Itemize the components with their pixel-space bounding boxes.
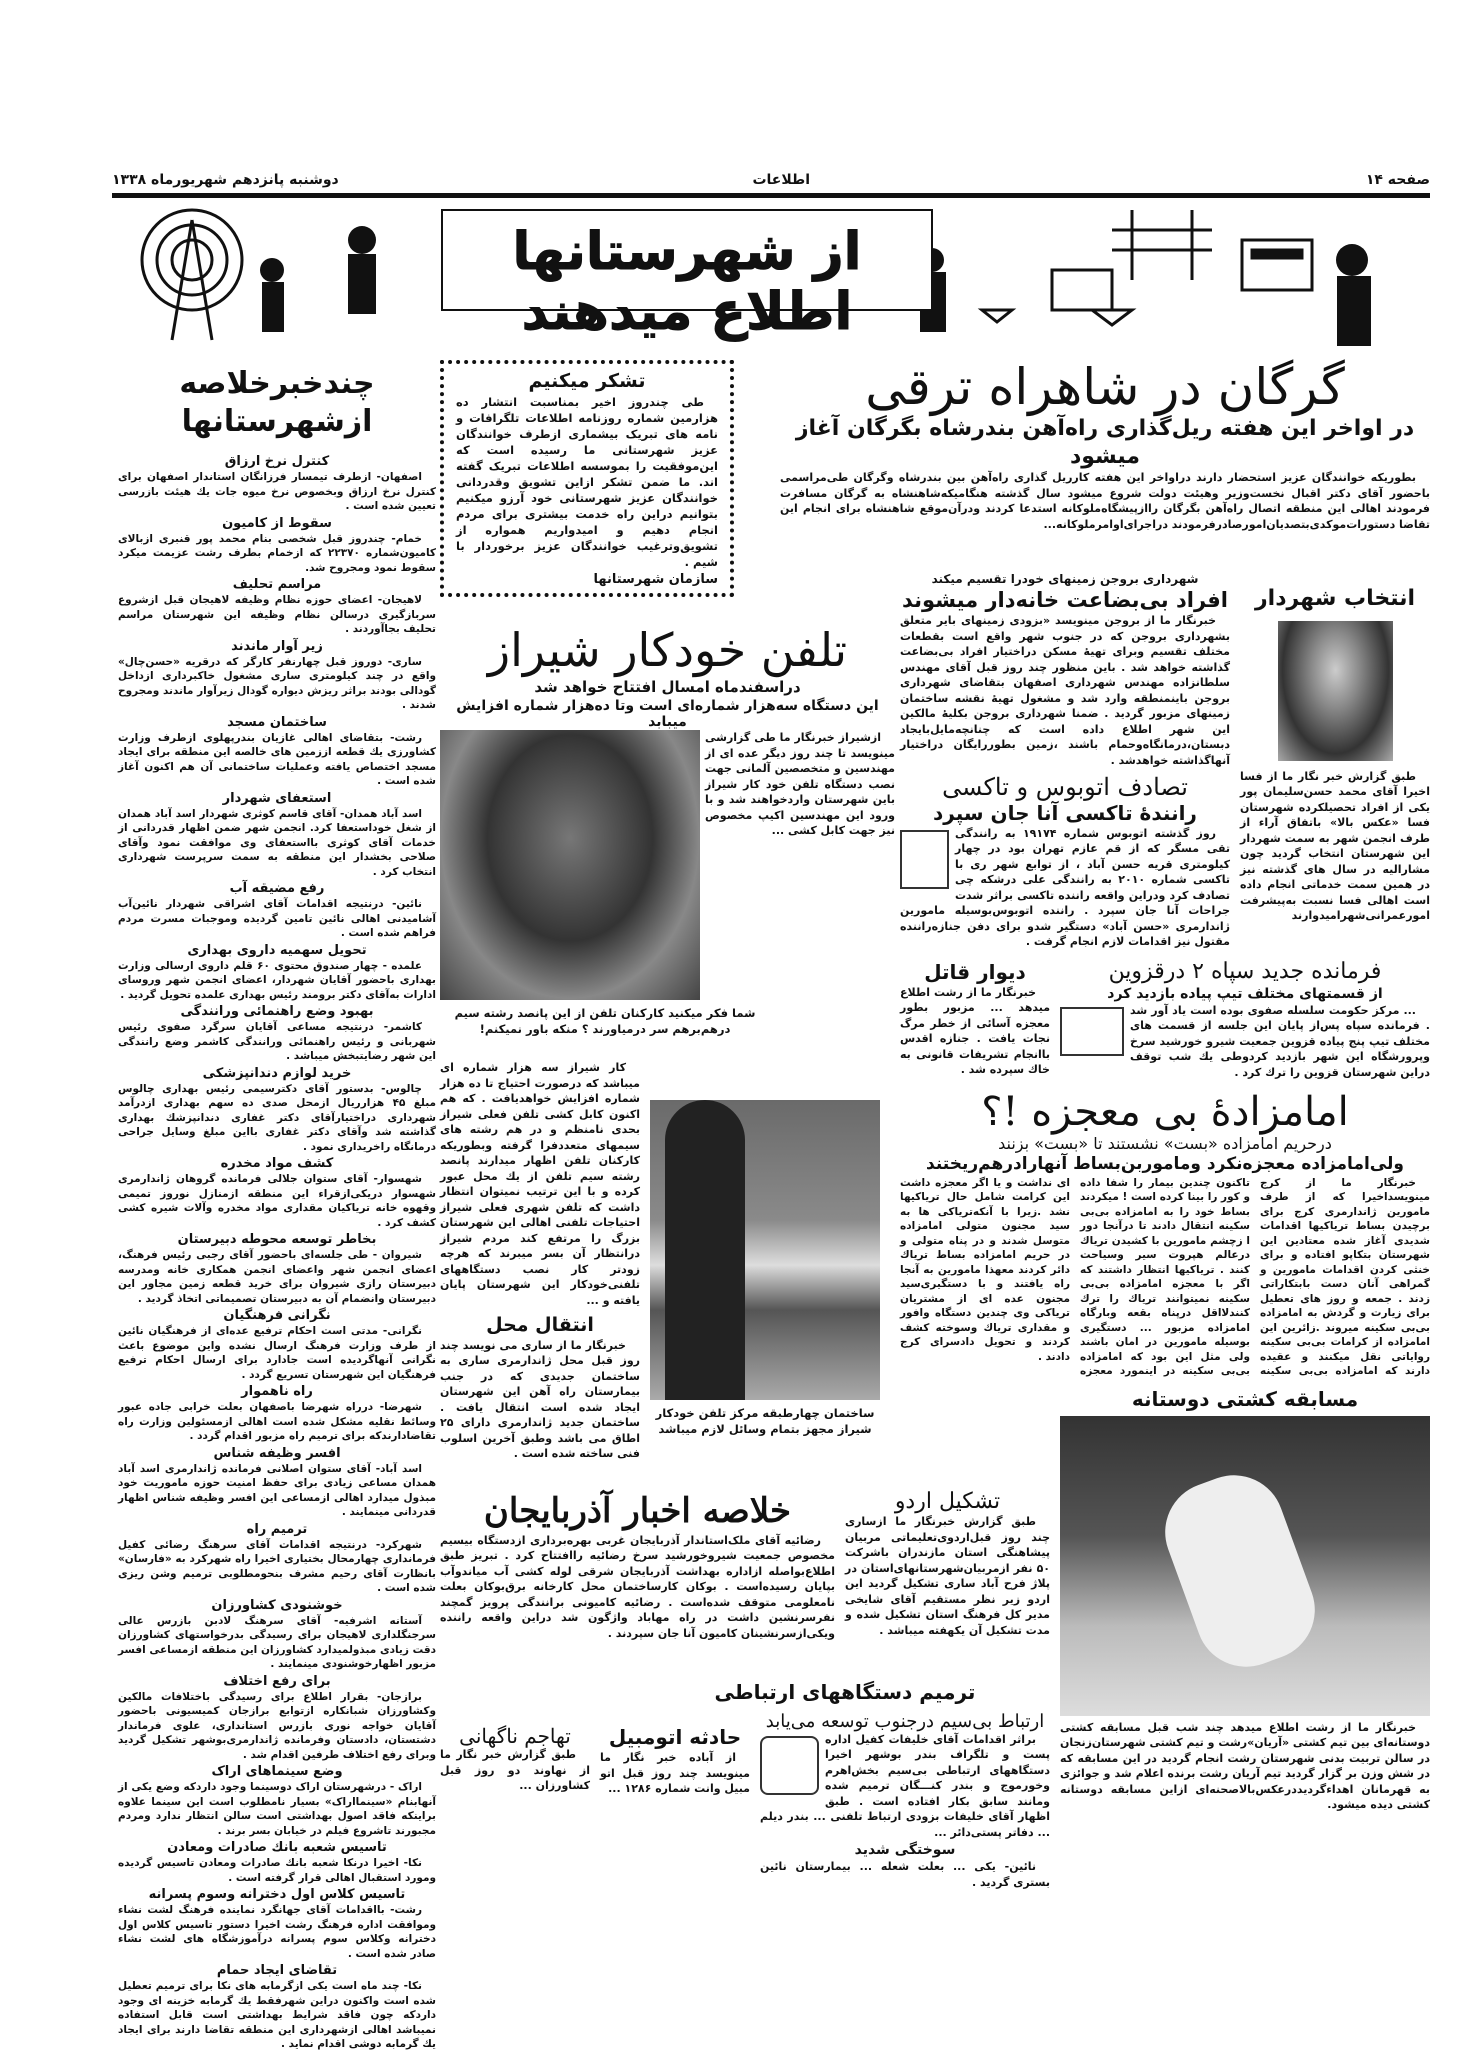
brief-body: اراک - درشهرستان اراک دوسینما وجود داردکه وضع یکی از آنهابنام «سینمااراک» بسیار نامطلوب است این سینما علاوه براینکه فاقد اصول بهداشتی است سالن انتظار ندارد ومردم مجبورند تاشروع فیلم در خیابان بسر برند . (118, 1781, 436, 1837)
article-body: بطوریکه خوانندگان عزیز استحضار دارند دراواخر این هفته کارریل گذاری راه‌آهن بین بندرشاه وگرگان طی‌مراسمی باحضور آقای دکتر اقبال نخست‌وزیر وهیئت دولت شروع میشود سال گذشته هنگامیکه‌شاهنشاه به گرگان مسافرت فرمودند اهالی این منطقه اتصال راه‌آهن بگرگان راازپیشگاه‌ملوکانه استدعا کردند ودرآن‌موقع شاهنشاه برای انجام این تقاضا دستورات‌موکدی‌بتصدیان‌امورصادرفرمودند دراجرای‌اوامرملوکانه... (780, 471, 1430, 531)
box-body: طی چندروز اخیر بمناسبت انتشار ده هزارمین شماره روزنامه اطلاعات تلگرافات و نامه های تبریک بیشماری ازطرف خوانندگان عزیز شهرستانی ما رسیده است که این‌موفقیت را بموسسه اطلاعات تبریک گفته اند. ما ضمن تشکر ازاین تشویق وقدردانی خوانندگان عزیز شهرستانی خود آرزو میکنیم بتوانیم دراین راه خدمت بیشتری برای مردم انجام دهیم و امیدواریم همواره از تشویق‌وترغیب خوانندگان عزیز برخوردار با شیم . (456, 394, 718, 569)
page-header (112, 172, 1430, 190)
brief-body: علمده - چهار صندوق محتوی ۶۰ قلم داروی ارسالی وزارت بهداری باحضور آقایان شهردار، اعضای انجمن شهر وروسای ادارات به‌آقای دکتر برومند رئیس بهداری علمده تحویل گردید . (118, 959, 436, 1001)
brief-title: خوشنودی کشاورزان (211, 1597, 343, 1613)
subheadline: رانندهٔ تاکسی آنا جان سپرد (933, 800, 1197, 825)
telecom-body-column (760, 1712, 1050, 1892)
article-attack (440, 1725, 590, 1796)
shiraz-body (705, 730, 895, 841)
headline: تلفن خودکار شیراز (487, 623, 848, 677)
brief-title: رفع مضیقه آب (229, 881, 325, 896)
issue-date: دوشنبه پانزدهم شهریورماه ۱۳۳۸ (112, 172, 339, 188)
article-body: طبق گزارش خبرنگار ما ازساری چند روز قبل‌اردوی‌تعلیماتی مربیان پیشاهنگی استان مازندران باشرکت ۵۰ نفر ازمربیان‌شهرستانهای‌استان در پلاژ فرح آباد ساری تشکیل گردید این اردو زیر نظر مستقیم آقای شایخی مدیر کل فرهنگ استان تشکیل شده و مدت تشکیل آن یکهفته میباشد . (845, 1515, 1050, 1637)
article-body: خبرنگار ما از بروجن مینویسد «بزودی زمینهای بایر متعلق بشهرداری بروجن که در جنوب شهر واقع است بقطعات مختلف تقسیم وبرای تهیهٔ مسکن دراختیار افراد بی‌بضاعت گذاشته خواهد شد . باین منظور چند روز قبل آقای مهندس سلطانزاده مهندس شهرداری اصفهان بتقاضای شهرداری بروجن باینمنطقه وارد شد و مشغول تهیهٔ نقشه ساختمان زمینهای مزبور گردید . ضمنا شهرداری بروجن بکلیهٔ مالکین این شهر اطلاع داده است که چنانچه‌مایل‌بایجاد دبستان،درمانگاه‌وحمام باشند ،زمین بطوررایگان دراختیار آنهاگذاشته خواهدشد . (900, 614, 1230, 767)
article-body: از آباده خبر نگار ما مینویسد چند روز قبل اتو مبیل وانت شماره ۱۲۸۶ ... (600, 1751, 750, 1795)
briefs-list (118, 454, 436, 2052)
brief-body: رشت- بااقدامات آقای جهانگرد نماینده فرهنگ لشت نشاء وموافقت اداره فرهنگ رشت اخیرا دستور تاسیس کلاس اول دخترانه وکلاس سوم پسرانه درآموزشگاه های لشت نشاء صادر شده است . (118, 1904, 436, 1960)
brief-title: زیر آوار ماندند (231, 638, 323, 654)
headline: افراد بی‌بضاعت خانه‌دار میشوند (902, 588, 1228, 612)
article-telecom (640, 1680, 1050, 1705)
brief-title: وضع سینماهای اراک (211, 1764, 343, 1779)
article-body: ازشیراز خبرنگار ما طی گزارشی مینویسد تا چند روز دیگر عده ای از مهندسین و متخصصین آلمانی جهت نصب دستگاه تلفن خود کار شیراز باین شهرستان واردخواهند شد و با ورود این مهندسین اکیپ مخصوص نیز جهت کابل کشی ... (705, 731, 895, 837)
headline: تشکیل اردو (894, 1489, 1001, 1514)
column-title: چندخبرخلاصه ازشهرستانها (179, 366, 375, 439)
wires-photo-caption: شما فکر میکنید کارکنان تلفن از این پانصد رشته سیم درهم‌برهم سر درمیاورند ؟ منکه باور نمیکنم! (454, 1006, 756, 1036)
article-shiraz (440, 625, 895, 731)
headline: امامزادهٔ بی معجزه !؟ (981, 1089, 1349, 1136)
headline: خلاصه اخبار آذربایجان (483, 1491, 792, 1531)
article-camp (845, 1490, 1050, 1640)
headline: دیوار قاتل (924, 959, 1026, 984)
article-body: براثر اقدامات آقای خلیفات کفیل اداره پست و تلگراف بندر بوشهر اخیرا دستگاههای ارتباطی بی‌سیم بخش‌اهرم وخورموج و بندر کنـــگان ترمیم شده ومانند سابق بکار افتاده است . طبق اظهار آقای خلیفات بزودی ارتباط تلفنی ... بندر دیلم ... دفاتر پستی‌دائر ... (760, 1732, 1050, 1839)
borujen-accident-column (900, 570, 1230, 952)
kicker: شهرداری بروجن زمینهای خودرا تقسیم میکند (931, 572, 1199, 586)
brief-title: نگرانی فرهنگیان (223, 1308, 331, 1323)
article-azerbaijan (440, 1490, 835, 1643)
brief-body: نکا- چند ماه است یکی ازگرمابه های نکا برای ترمیم تعطیل شده است واکنون دراین شهرفقط یك گرمابه خزینه ای وجود داردکه چون فاقد شرایط بهداشتی است قابل استفاده نمیباشد اهالی ازشهرداری این منطقه تقاضا دارند برای ایجاد یك گرمابه دوشی اقدام نماید . (118, 1980, 436, 2050)
section-banner (112, 200, 1430, 348)
brief-body: اسد آباد همدان- آقای قاسم کوثری شهردار اسد آباد همدان از شغل خوداستعفا کرد. انجمن شهر ضمن اظهار قدردانی از خدمات آقای کوثری بااستعفای وی موافقت نمود وآقای صلاحی بخشدار این منطقه به سمت سرپرست شهرداری انتخاب کرد . (118, 807, 436, 878)
burn-headline: سوختگی شدید (854, 1842, 956, 1859)
brief-body: شهرکرد- درنتیجه اقدامات آقای سرهنگ رضائی کفیل فرمانداری چهارمحال بختیاری اخیرا راه شهرکرد به «فارسان» بانظارت آقای رحیم مشرف بنحومطلوبی ترمیم وشن ریزی شده است . (118, 1538, 436, 1594)
brief-title: کشف مواد مخدره (220, 1156, 334, 1171)
brief-title: بهبود وضع راهنمائی ورانندگی (180, 1004, 374, 1019)
article-shrine (900, 1090, 1430, 1378)
headline: انتقال محل (486, 1314, 594, 1336)
brief-body: چالوس- بدستور آقای دکترسیمی رئیس بهداری چالوس مبلغ ۴۵ هزارریال ازمحل صدی ده سهم بهداری ازدرآمد شهرداری دراختیارآقای دکتر غفاری دندانپزشك بهداری گذاشته شد وآقای دکتر غفاری بااین مبلغ وسایل جراحی درمانگاه راخریداری نمود . (118, 1082, 437, 1153)
wrestling-caption: خبرنگار ما از رشت اطلاع میدهد چند شب قبل مسابقه کشتی دوستانه‌ای بین تیم کشتی «آریان»رشت و تیم کشتی شهرستان‌زنجان در سالن تربیت بدنی شهرستان رشت انجام گردید در این مسابقه که در شش وزن بر گزار گردید تیم آریان رشت برنده اعلام شد و جوائزی به قهرمانان اهداء‌گردید‌درعکس‌بالاصحنه‌ای ازاین مسابقه دوستانه کشتی دیده میشود. (1060, 1720, 1430, 1812)
wires-photo (440, 730, 700, 1000)
right-row-1 (900, 570, 1430, 952)
brief-title: استعفای شهردار (222, 790, 332, 806)
subheadline: دراسفندماه امسال افتتاح خواهد شد (534, 677, 801, 696)
thanks-box (440, 360, 734, 597)
brief-body: نگرانی- مدتی است احکام ترفیع عده‌ای از فرهنگیان نائین از طرف وزارت فرهنگ ارسال نشده واین موضوع باعث نگرانی آنهاگردیده است جادارد برای ارسال احکام ترفیع فرهنگیان این شهرستان تسریع گردد . (118, 1325, 436, 1381)
burn-body: نائین- یکی ... بعلت شعله ... بیمارستان نائین بستری گردید . (760, 1860, 1050, 1889)
article-bus-taxi (900, 774, 1230, 949)
article-car-accident (600, 1725, 750, 1799)
brief-title: مراسم تحلیف (232, 577, 322, 592)
article-body: ... مرکز حکومت سلسله صفوی بوده است یاد آور شد . فرمانده سپاه پس‌از پایان این جلسه از قسمت های مختلف تیپ پنج پیاده قزوین جمعیت شیرو خورشید سرخ وپرورشگاه این شهر بازدید کردوطی یك شب توقف دراین شهرستان قزوین را ترك کرد . (1130, 1003, 1430, 1079)
article-body: رضائیه آقای ملک‌استاندار آذربایجان غربی بهره‌برداری ازدستگاه بیسیم مخصوص جمعیت شیروخورشید سرخ رضائیه راافتتاح کرد . تبریز طبق اطلاع‌بواصله ازاداره بهداشت آذربایجان شرقی لوله کشی آب میاندوآب بپایان رسیده‌است . بوکان کارساختمان محل کارخانه برق‌بوکان بعلت نامعلومی متوقف شده‌است . رضائیه کامیونی برانندگی پرویز گمچند نفرسرنشین داشت در راه مهاباد واژگون شد دراین واقعه راننده ویکی‌ازسرنشینان کامیون آنا جان سپردند . (440, 1533, 835, 1640)
headline: فرمانده جدید سپاه ۲ درقزوین (1108, 958, 1382, 984)
brief-title: تحویل سهمیه داروی بهداری (187, 942, 367, 958)
brief-body: کاشمر- درنتیجه مساعی آقایان سرگرد صفوی رئیس شهربانی و رئیس راهنمائی ورانندگی کاشمر وضع رانندگی این شهر رضایتبخش میباشد . (118, 1021, 436, 1062)
telegraph-icon (760, 1736, 819, 1795)
brief-body: اسد آباد- آقای ستوان اصلانی فرمانده ژاندارمری اسد آباد همدان مساعی زیادی برای حفظ امنیت حوزه ماموریت خود مبذول میدارد اهالی ازمساعی این افسر وظیفه شناس اظهار قدردانی مینمایند . (118, 1462, 436, 1518)
brief-title: بخاطر توسعه محوطه دبیرستان (177, 1232, 377, 1247)
mayor-portrait (1278, 621, 1393, 761)
mosque-icon (900, 830, 949, 889)
brief-title: راه ناهموار (241, 1384, 313, 1399)
article-relocation (440, 1314, 640, 1462)
building-photo-caption: ساختمان چهارطبقه مرکز تلفن خودکار شیراز مجهز بتمام وسائل لازم میباشد (655, 1406, 875, 1436)
brief-title: تقاضای ایجاد حمام (216, 1963, 338, 1978)
headline: تهاجم ناگهانی (459, 1724, 571, 1748)
article-gorgan (780, 360, 1430, 534)
article-body: خبرنگار ما از ساری می نویسد چند روز قبل محل ژاندارمری ساری به ساختمان جدیدی که در جنب بیمارستان راه آهن این شهرستان ایجاد شده است انتقال یافت . ساختمان جدید ژاندارمری دارای ۲۵ اطاق می باشد وطبق آخرین اسلوب فنی ساخته شده است . (440, 1338, 640, 1461)
shrine-body (900, 1176, 1430, 1379)
article-borujen (900, 572, 1230, 768)
brief-body: ساری- دوروز قبل چهارنفر کارگر که درقریه «حسن‌چال» واقع در چند کیلومتری ساری مشغول خاکبرداری ازداخل گودالی بودند براثر ریزش دیواره گودال زیرآوار ماندند ومجروح شدند . (118, 655, 436, 711)
banner-title: از شهرستانها اطلاع میدهند (512, 222, 862, 342)
box-title: تشکر میکنیم (528, 370, 646, 392)
brief-body: برازجان- بقرار اطلاع برای رسیدگی باختلافات مالکین وکشاورزان شبانکاره ازتوابع برازجان کمیسیونی باحضور آقایان خواجه نوری بازرس استانداری، علوی فرماندار دشتستان، دادستان وفرمانده ژاندارمری‌بوشهر تشکیل گردید وبرای رفع اختلاف طرفین اقدام شد . (118, 1690, 436, 1761)
article-qazvin (1060, 960, 1430, 1083)
wrestling-photo (1060, 1416, 1430, 1716)
brief-body: شیروان - طی جلسه‌ای باحضور آقای رجبی رئیس فرهنگ، اعضای انجمن شهر واعضای انجمن همکاری خانه ومدرسه دبیرستان رازی شیروان برای خرید قطعه زمین مجاور این دبیرستان وانضمام آن به دبیرستان تصمیماتی اتخاذ گردید . (118, 1249, 436, 1305)
headline: ترمیم دستگاههای ارتباطی (714, 1680, 976, 1704)
brief-body: نکا- اخیرا درنکا شعبه بانك صادرات ومعادن تاسیس گردیده ومورد استقبال اهالی قرار گرفته است . (118, 1857, 436, 1884)
soldiers-icon (1060, 1007, 1124, 1056)
brief-title: ساختمان مسجد (227, 714, 327, 730)
right-row-2 (900, 960, 1430, 1083)
subheadline: در اواخر این هفته ریل‌گذاری راه‌آهن بندرشاه بگرگان آغاز میشود (795, 416, 1415, 469)
brief-title: افسر وظیفه شناس (213, 1445, 341, 1461)
shiraz-lower-column (440, 1060, 640, 1464)
brief-body: اصفهان- ازطرف تیمسار فرزانگان استاندار اصفهان برای کنترل نرخ ارزاق وبخصوص نرخ میوه جات یك هیئت بازرسی تعیین شده است . (118, 471, 436, 512)
brief-body: شهسوار- آقای ستوان جلالی فرمانده گروهان ژاندارمری شهسوار دریکی‌ازقراء این منطقه ازمنازل نوروز تمیمی وقهوه خانه تریاکیان مقداری مواد مخدره وآلات شیره کشی کشف کرد . (118, 1173, 436, 1229)
page-number: صفحه ۱۴ (1365, 172, 1430, 188)
article-body: خبرنگار ما از رشت اطلاع میدهد ... مزبور بطور معجزه آسائی از خطر مرگ نجات یافت . جنازه اقدس باانجام تشریفات قانونی به خاك سپرده شد . (900, 985, 1050, 1077)
brief-body: نائین- درنتیجه اقدامات آقای اشراقی شهردار نائین‌آب آشامیدنی اهالی نائین تامین گردیده وموجبات مسرت مردم فراهم شده است . (118, 898, 436, 939)
headline: تصادف اتوبوس و تاکسی (942, 773, 1188, 802)
headline: مسابقه کشتی دوستانه (1131, 1386, 1359, 1411)
brief-title: کنترل نرخ ارزاق (224, 454, 330, 469)
article-body: خبرنگار ما از کرج مینویسداخیرا که از طرف مامورین ژاندارمری کرج برای برچیدن بساط تریاکیها اقدامات شدیدی آغاز شده معتادین این شهرستان بتکاپو افتاده و برای خنثی کردن اقدامات مامورین و گمراهی آنان دست بابتکاراتی زدند . جمعه و روز های تعطیل برای زیارت و گردش به امامزاده بی‌بی سکینه میروند .زائرین این امامزاده از کرامات بی‌بی سکینه روایاتی نقل میکنند و عقیده دارند که امامزاده بی‌بی سکینه تاکنون چندین بیمار را شفا داده و کور را بینا کرده است ! میکردند بساط خود را به امامزاده بی‌بی سکینه انتقال دادند تا درآنجا دور ا زچشم مامورین با کشیدن تریاك درعالم هپروت سیر وسیاحت کنند . تریاکیها انتظار داشتند که اگر با معجزه امامزاده بی‌بی سکینه نمیتوانند تریاك را ترك کنندلااقل درپناه بقعه وبارگاه امامزاده مزبور ... دستگیری بوسیله مامورین در امان باشند ولی مثل این بود که امامزاده بی‌بی سکینه در اینمورد معجزه ای نداشت و یا اگر معجزه داشت این کرامت شامل حال تریاکیها نشد .زیرا با آنکه‌تریاکی ها به سید مجنون متولی امامزاده متوسل شدند و در پناه متولی و در حریم امامزاده بساط تریاك دائر کردند معهذا مامورین به آنجا راه یافتند و با دستگیری‌سید مجنون عده ای از مشتریان تریاکی وی چندین دستگاه وافور و مقداری تریاك وسوخته کشف کردند و تحویل دادسرای کرج دادند . (900, 1176, 1430, 1378)
headline: انتخاب شهردار (1254, 586, 1415, 611)
article-mayor (1240, 570, 1430, 926)
subheadline: این دستگاه سه‌هزار شماره‌ای است وتا ده‌هزار شماره افزایش میبابد (456, 697, 879, 730)
article-killer-wall (900, 960, 1050, 1080)
brief-title: تاسیس شعبه بانك صادرات ومعادن (167, 1840, 387, 1855)
subheadline: درحریم امامزاده «بست» نشستند تا «بست» بزنند (998, 1134, 1332, 1154)
article-body: روز گذشته اتوبوس شماره ۱۹۱۷۴ به رانندگی تقی مسگر که از قم عازم تهران بود در چهار کیلومتری قریه حسن آباد ، از توابع شهر ری با تاکسی شماره ۲۰۱۰ به رانندگی علی درشکه چی تصادف کرد ودراین واقعه راننده تاکسی براثر شدت جراحات آنا جان سپرد . راننده اتوبوس‌بوسیله مامورین ژاندارمری «حسن آباد» دستگیر شدو برای دفن جنازه‌راننده مقتول نیز اقدامات لازم انجام گرفت . (900, 826, 1230, 949)
wrestler-figure (1151, 1461, 1329, 1681)
newspaper-name: اطلاعات (752, 172, 810, 188)
article-wrestling (1060, 1387, 1430, 1813)
brief-body: آستانه اشرفیه- آقای سرهنگ لادبن بازرس عالی سرجنگلداری لاهیجان برای رسیدگی بدرخواستهای کشاورزان دقت زیادی مبذولمیدارد کشاورزان این منطقه ازمساعی افسر مزبور اظهارخوشنودی مینمایند . (118, 1614, 436, 1670)
brief-title: خرید لوازم دندانپزشکی (202, 1065, 352, 1081)
building-photo (650, 1100, 880, 1400)
article-body: کار شیراز سه هزار شماره ای میباشد که درصورت احتیاج تا ده هزار شماره افزایش خواهدیافت . که هم اکنون کابل کشی تلفن فعلی شیراز بحدی نامنظم و در هم رشته های سیمهای متعددفرا گرفته وبطوریکه کارکنان تلفن اظهار میدارند پانصد رشته سیم تلفن از یك محل عبور کرده و با این ترتیب نمیتوان انتظار داشت که تلفن شهری فعلی شیراز احتیاجات تلفنی اهالی این شهرستان بزرگ را مرتفع کند مردم شیراز درانتظار آن بسر میبرند که هرچه زودتر کار نصب دستگاههای تلفنی‌خودکار این شهرستان پایان یافته و ... (440, 1061, 640, 1307)
brief-title: تاسیس کلاس اول دخترانه وسوم پسرانه (148, 1887, 406, 1902)
tree-shape (665, 1100, 745, 1400)
brief-title: سقوط از کامیون (222, 515, 332, 531)
subheadline: ولی‌امامزاده معجزه‌نکرد وماموربن‌بساط آنهارادرهم‌ریختند (926, 1154, 1404, 1175)
brief-title: برای رفع اختلاف (223, 1673, 331, 1689)
subheadline: از قسمتهای مختلف تیپ پیاده بازدید کرد (1107, 985, 1383, 1002)
headline: گرگان در شاهراه ترقی (865, 358, 1345, 416)
box-signature: سازمان شهرستانها (593, 571, 718, 587)
brief-body: خمام- چندروز قبل شخصی بنام محمد پور قنبری ازبالای کامیون‌شماره ۲۲۳۷۰ که ازخمام بطرف رشت عزیمت میکرد سقوط نمود ومجروح شد. (118, 532, 436, 574)
article-body: طبق گزارش خبر نگار ما از فسا اخیرا آقای محمد حسن‌سلیمان پور یکی از افراد تحصیلکرده شهرستان فسا «عکس بالا» باتفاق آراء از طرف انجمن شهر به سمت شهردار این شهرستان انتخاب گردید چون مشارالیه در سال های گذشته نیز در همین سمت خدماتی انجام داده است اهالی فسا نسبت به‌پیشرفت امورعمرانی‌شهرامیدوارند (1240, 769, 1430, 922)
brief-body: رشت- بتقاضای اهالی غازیان بندرپهلوی ازطرف وزارت کشاورزی یك قطعه اززمین های خالصه این منطقه برای ایجاد مسجد اختصاص یافته وعملیات ساختمانی آن هم اکنون آغاز شده است . (118, 731, 436, 787)
header-rule (112, 193, 1430, 198)
article-body: طبق گزارش خبر نگار ما از نهاوند دو روز قبل کشاورزان ... (440, 1748, 590, 1792)
subheadline: ارتباط بی‌سیم درجنوب توسعه می‌یابد (765, 1711, 1045, 1732)
briefs-column (118, 365, 436, 2054)
brief-body: شهرضا- درراه شهرضا باصفهان بعلت خرابی جاده عبور وسائط نقلیه مشکل شده است اهالی ازمسئولین وزارت راه تقاضادارندکه برای ترمیم راه مزبور اقدام گردد . (118, 1401, 436, 1442)
brief-body: لاهیجان- اعضای حوزه نظام وظیفه لاهیجان قبل ازشروع سربازگیری درسالن نظام وظیفه این شهرستان مراسم تحلیف بجاآوردند . (118, 594, 436, 635)
brief-title: ترمیم راه (246, 1521, 308, 1537)
headline: حادثه اتومبیل (608, 1725, 742, 1749)
